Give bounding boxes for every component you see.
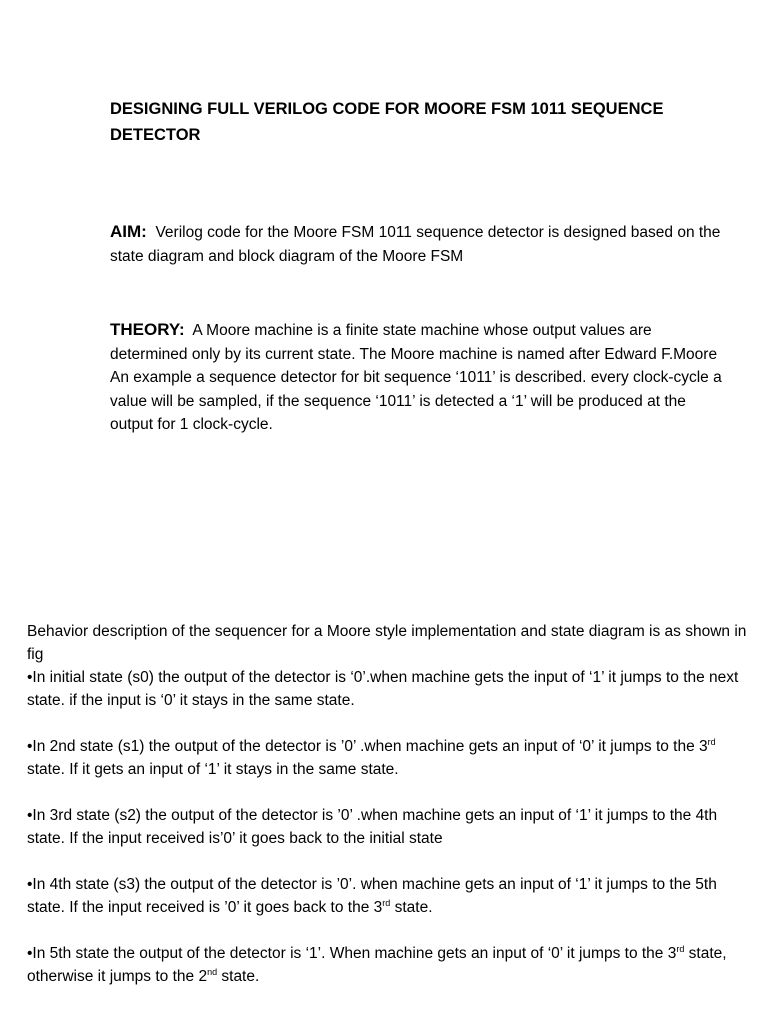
behavior-intro: Behavior description of the sequencer for a Moore style implementation and state diagram is as shown in fig	[27, 623, 747, 663]
behavior-bullet-s4-text-a: •In 5th state the output of the detector is ‘1’. When machine gets an input of ‘0’ it jumps to the 3	[27, 945, 677, 962]
behavior-bullet-s3-sup: rd	[382, 897, 391, 908]
behavior-bullet-s4	[27, 942, 757, 988]
aim-paragraph	[110, 220, 730, 269]
behavior-bullet-s3-text-b: state.	[390, 899, 433, 916]
behavior-bullet-s1-text-b: state. If it gets an input of ‘1’ it stays in the same state.	[27, 761, 399, 778]
theory-text: A Moore machine is a finite state machine whose output values are determined only by its current state. The Moore machine is named after Edward F.Moore	[110, 322, 718, 363]
behavior-bullet-s1-text-a: •In 2nd state (s1) the output of the detector is ’0’ .when machine gets an input of ‘0’ it jumps to the 3	[27, 738, 708, 755]
theory-label: THEORY:	[110, 320, 185, 339]
aim-label: AIM:	[110, 222, 147, 241]
behavior-bullet-s4-text-b: state, otherwise it jumps to the 2	[27, 945, 727, 985]
behavior-section	[27, 620, 757, 988]
theory-example-paragraph: An example a sequence detector for bit sequence ‘1011’ is described. every clock-cycle a value will be sampled, if the sequence ‘1011’ is detected a ‘1’ will be produced at the output for 1 clock-cycle.	[110, 369, 722, 433]
behavior-bullet-s1-sup: rd	[707, 736, 716, 747]
behavior-bullet-s3	[27, 873, 757, 919]
theory-paragraph	[110, 318, 730, 366]
document-title: DESIGNING FULL VERILOG CODE FOR MOORE FSM 1011 SEQUENCE DETECTOR	[110, 100, 664, 144]
behavior-bullet-s3-text-a: •In 4th state (s3) the output of the detector is ’0’. when machine gets an input of ‘1’ it jumps to the 5th state. If the input received is ’0’ it goes back to the 3	[27, 876, 717, 916]
behavior-bullet-s0: •In initial state (s0) the output of the detector is ‘0’.when machine gets the input of ‘1’ it jumps to the next state. if the input is ‘0’ it stays in the same state.	[27, 669, 739, 709]
behavior-bullet-s1	[27, 735, 757, 781]
theory-section	[110, 318, 730, 437]
behavior-bullet-s4-sup-2: nd	[207, 966, 218, 977]
behavior-bullet-s2: •In 3rd state (s2) the output of the detector is ’0’ .when machine gets an input of ‘1’ it jumps to the 4th state. If the input received is’0’ it goes back to the initial state	[27, 807, 718, 847]
aim-text: Verilog code for the Moore FSM 1011 sequence detector is designed based on the state diagram and block diagram of the Moore FSM	[110, 224, 721, 265]
behavior-bullet-s4-sup-1: rd	[676, 943, 685, 954]
behavior-bullet-s4-text-c: state.	[217, 968, 260, 985]
